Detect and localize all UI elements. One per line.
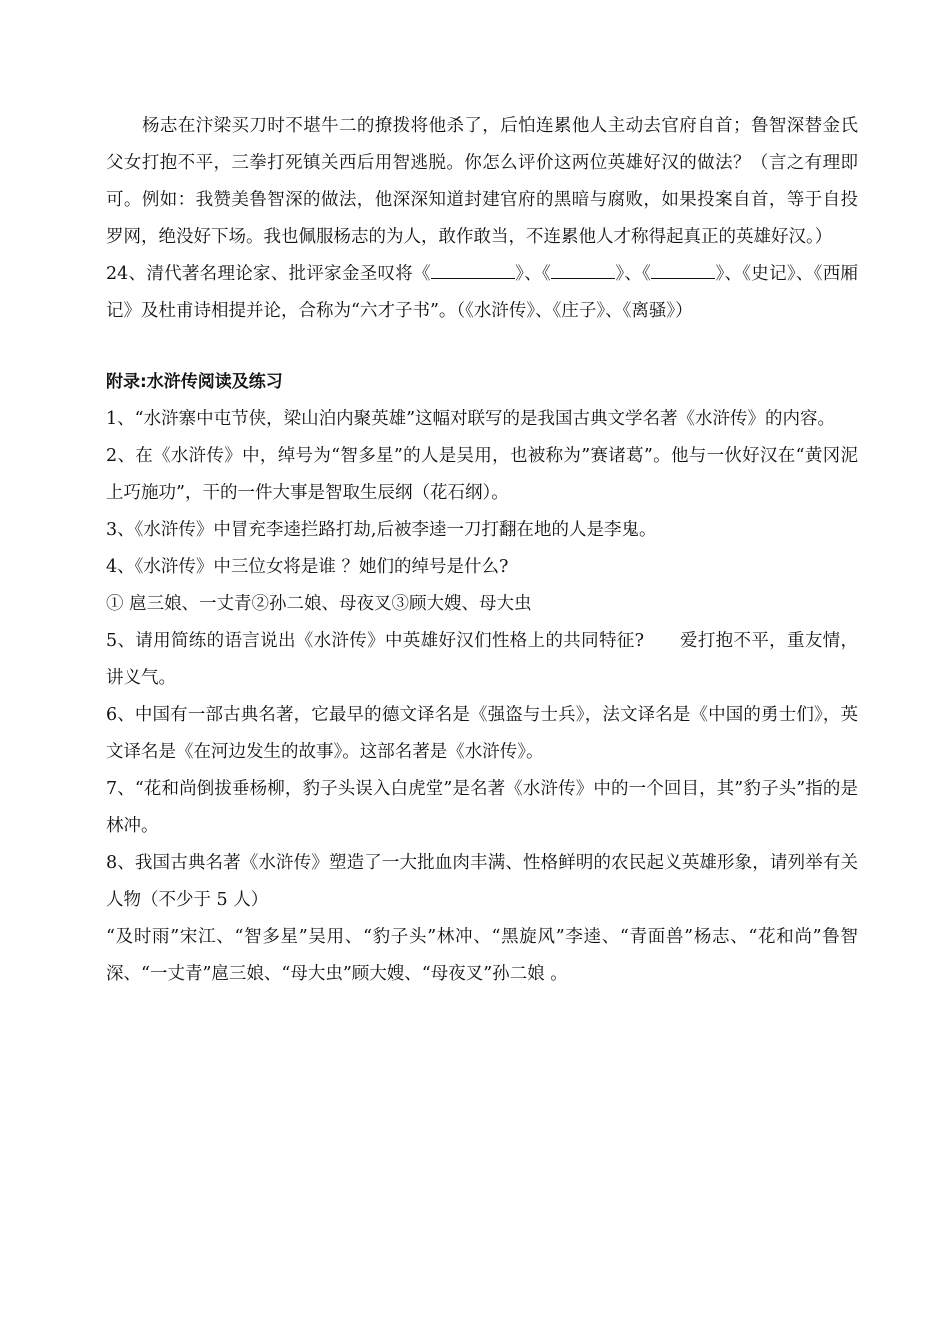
fill-blank-1[interactable] bbox=[431, 258, 515, 279]
question-24-mid-2: 》、《 bbox=[615, 264, 652, 284]
question-24 bbox=[106, 256, 858, 330]
document-page bbox=[106, 108, 858, 993]
appendix-item-7: 7、“花和尚倒拔垂杨柳，豹子头误入白虎堂”是名著《水浒传》中的一个回目，其”豹子头”指的是林冲。 bbox=[106, 779, 858, 836]
section-gap bbox=[106, 330, 858, 364]
appendix-item-2: 2、在《水浒传》中，绰号为“智多星”的人是吴用，也被称为”赛诸葛”。他与一伙好汉在“黄冈泥上巧施功”，干的一件大事是智取生辰纲（花石纲）。 bbox=[106, 446, 858, 503]
question-24-mid-1: 》、《 bbox=[514, 264, 552, 284]
question-24-suffix: 》、《史记》、《西厢记》及杜甫诗相提并论，合称为“六才子书”。（《水浒传》、《庄子》、《离骚》） bbox=[106, 264, 859, 321]
intro-paragraph: 杨志在汴梁买刀时不堪牛二的撩拨将他杀了，后怕连累他人主动去官府自首；鲁智深替金氏父女打抱不平，三拳打死镇关西后用智逃脱。你怎么评价这两位英雄好汉的做法？（言之有理即可。例如：我赞美鲁智深的做法，他深深知道封建官府的黑暗与腐败，如果投案自首，等于自投罗网，绝没好下场。我也佩服杨志的为人，敢作敢当，不连累他人才称得起真正的英雄好汉。） bbox=[106, 116, 858, 247]
appendix-item-3: 3、《水浒传》中冒充李逵拦路打劫,后被李逵一刀打翻在地的人是李鬼。 bbox=[106, 520, 657, 540]
appendix-item-5: 5、请用简练的语言说出《水浒传》中英雄好汉们性格上的共同特征? 爱打抱不平，重友情，讲义气。 bbox=[106, 631, 858, 688]
appendix-item-6: 6、中国有一部古典名著，它最早的德文译名是《强盗与士兵》，法文译名是《中国的勇士们》，英文译名是《在河边发生的故事》。这部名著是《水浒传》。 bbox=[106, 705, 858, 762]
appendix-item-8-answer: “及时雨”宋江、“智多星”吴用、“豹子头”林冲、“黑旋风”李逵、“青面兽”杨志、“花和尚”鲁智深、“一丈青”扈三娘、“母大虫”顾大嫂、“母夜叉”孙二娘 。 bbox=[106, 927, 858, 984]
appendix-item-4-answer: ① 扈三娘、一丈青②孙二娘、母夜叉③顾大嫂、母大虫 bbox=[106, 594, 532, 614]
question-24-prefix: 24、清代著名理论家、批评家金圣叹将《 bbox=[106, 264, 431, 284]
fill-blank-2[interactable] bbox=[551, 258, 615, 279]
fill-blank-3[interactable] bbox=[651, 258, 715, 279]
appendix-item-4: 4、《水浒传》中三位女将是谁 ？她们的绰号是什么? bbox=[106, 557, 509, 577]
appendix-heading: 附录:水浒传阅读及练习 bbox=[106, 372, 283, 392]
appendix-item-1: 1、“水浒寨中屯节侠，梁山泊内聚英雄”这幅对联写的是我国古典文学名著《水浒传》的内容。 bbox=[106, 409, 836, 429]
appendix-item-8: 8、我国古典名著《水浒传》塑造了一大批血肉丰满、性格鲜明的农民起义英雄形象，请列举有关人物（不少于 5 人） bbox=[106, 853, 858, 910]
